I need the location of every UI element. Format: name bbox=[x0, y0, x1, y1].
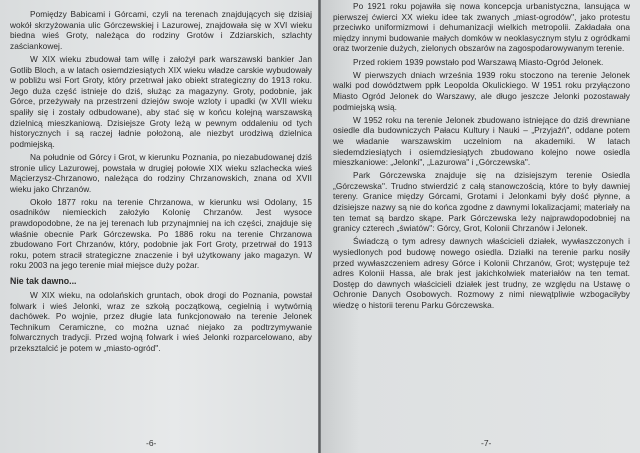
paragraph: W pierwszych dniach września 1939 roku stoczono na terenie Jelonek walki pod dowództwem ppłk Leopolda Okulickiego. W 1951 roku przyłączono Miasto Ogród Jelonek do Warszawy, ale długo jeszcze Jelonki pozostawały podmiejską wsią. bbox=[333, 69, 630, 112]
page-number-right: -7- bbox=[481, 438, 492, 448]
right-page bbox=[321, 0, 640, 453]
page-number-left: -6- bbox=[146, 438, 157, 448]
paragraph: Pomiędzy Babicami i Górcami, czyli na terenach znajdujących się dzisiaj wokół skrzyżowania ulic Górczewskiej i Lazurowej, znajdowała się w XVI wieku biedna wieś Groty, należąca do rodziny Grotów i Zdziarskich, szlachty zaściankowej. bbox=[10, 9, 312, 51]
paragraph: W XIX wieku zbudował tam willę i założył park warszawski bankier Jan Gotlib Bloch, a w latach osiemdziesiątych XIX wieku władze carskie wybudowały w pobliżu wsi Fort Groty, który przetrwał jako obiekt strategiczny do 1913 roku. Jego duża część istnieje do dziś, służąc za magazyny. Groty, podobnie, jak Górce, przeżywały na przestrzeni dziejów swoje wzloty i upadki (w XVII wieku spaliły się i zostały odbudowane), aby stać się w końcu kolejną warszawską dzielnicą mieszkaniową. Dzisiejsze Groty leżą w pewnym oddaleniu od tych historycznych i są raczej ładnie położoną, ale niezbyt urodziwą dzielnica podmiejską. bbox=[10, 53, 312, 149]
paragraph: Przed rokiem 1939 powstało pod Warszawą Miasto-Ogród Jelonek. bbox=[353, 56, 604, 67]
paragraph: Około 1877 roku na terenie Chrzanowa, w kierunku wsi Odolany, 15 osadników niemieckich założyło Kolonię Chrzanów. Jest wysoce prawdopodobne, że na jej terenach lub przynajmniej na ich części, znajduje się właśnie obecnie Park Górczewska. Po 1886 roku na terenie Chrzanowa zbudowano Fort Chrzanów, który, podobnie jak Fort Groty, przetrwał do 1913 roku, potem stracił strategiczne znaczenie i był użytkowany jako magazyn. W roku 2003 na jego terenie miał miejsce duży pożar. bbox=[10, 196, 312, 271]
paragraph: Świadczą o tym adresy dawnych właścicieli działek, wywłaszczonych i wysiedlonych pod budowę nowego osiedla. Działki na terenie parku nosiły przed wywłaszczeniem adresy Górcе i Kolonii Chrzanów, Grot; występuje też adres Kolonii Hassa, ale brak jest jakichkolwiek materiałów na ten temat. Dostęp do dawnych właścicieli działek jest trudny, ze względu na Ustawę o Ochronie Danych Osobowych. Rozmowy z nimi niewątpliwie wzbogaciłyby wiedzę o historii terenu Parku Górczewska. bbox=[333, 236, 630, 310]
paragraph: W XIX wieku, na odolańskich gruntach, obok drogi do Poznania, powstał folwark i wieś Jelonki, wraz ze szkołą początkową, cegielnią i wytwórnią dachówek. Po wojnie, przez długie lata funkcjonowało na terenie Jelonek Technikum Ceramiczne, co można uznać niejako za podtrzymywanie folwarcznych tradycji. Przed wojną folwark i wieś Jelonki rozparcelowano, aby przeksztalcić je potem w „miasto-ogród". bbox=[10, 290, 312, 353]
paragraph: W 1952 roku na terenie Jelonek zbudowano istniejące do dziś drewniane osiedle dla budowniczych Pałacu Kultury i Nauki – „Przyjaźń", oddane potem we władanie warszawskim uczelniom na akademiki. W latach siedemdziesiątych i osiemdziesiątych zbudowano kolejno nowe osiedla mieszkaniowe: „Jelonki", „Lazurowa" i „Górczewska". bbox=[333, 114, 630, 168]
paragraph: Park Górczewska znajduje się na dzisiejszym terenie Osiedla „Górczewska". Trudno stwierdzić z całą stanowczością, które to były dawniej tereny. Granice między Górcami, Grotami i Jelonkami były dość płynne, a dzisiejsze nazwy są nie do końca zgodne z dawnymi lokalizacjami; materiały na ten temat są bardzo skąpe. Park Górczewska leży najprawdopodobniej na granicy czterech „światów": Górcy, Grot, Kolonii Chrzanów i Jelonek. bbox=[333, 170, 630, 234]
paragraph: Po 1921 roku pojawiła się nowa koncepcja urbanistyczna, lansująca w pierwszej ćwierci XX wieku idee tak zwanych „miast-ogrodów", jako protestu przeciwko uniformizmowi i dehumanizacji wielkich metropolii. Zakładała ona między innymi budowanie małych domków w neoklasycznym stylu z ogródkami oraz tworzenie dużych, zielonych obszarów na zagospodarowywanym terenie. bbox=[333, 1, 630, 54]
section-heading: Nie tak dawno... bbox=[10, 276, 77, 287]
paragraph: Na południe od Górcy i Grot, w kierunku Poznania, po niezabudowanej dziś stronie ulicy Lazurowej, powstała w drugiej połowie XIX wieku szlachecka wieś Mącierzysz-Chrzanowo, należąca do rodziny Chrzanowskich, znana od XVII wieku jako Chrzanów. bbox=[10, 151, 312, 194]
left-page-text bbox=[10, 9, 312, 354]
left-page bbox=[0, 0, 318, 453]
right-page-text bbox=[333, 0, 630, 311]
